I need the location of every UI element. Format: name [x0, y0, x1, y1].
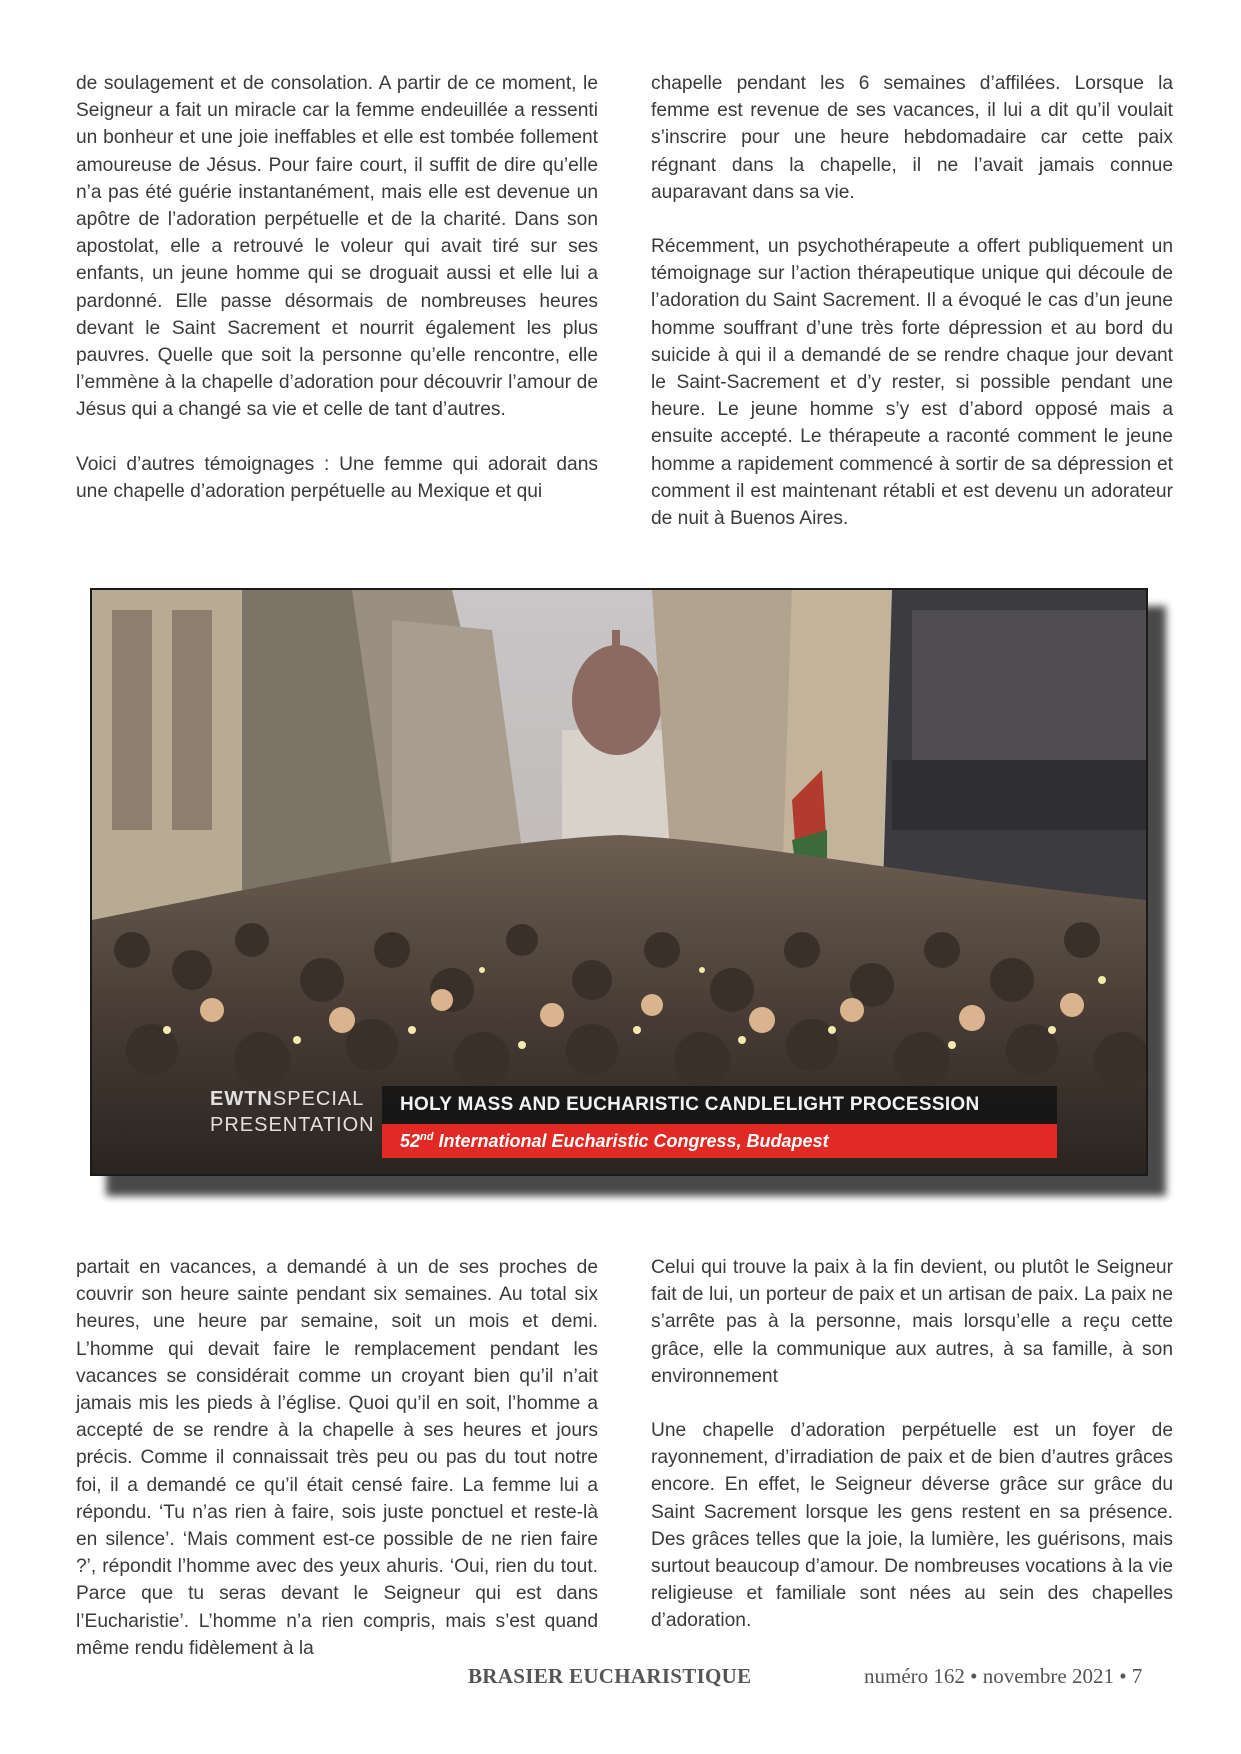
lower-third-banner — [382, 1086, 1057, 1162]
paragraph: Récemment, un psychothérapeute a offert publiquement un témoignage sur l’action thérapeutique unique qui découle de l’adoration du Saint Sacrement. Il a évoqué le cas d’un jeune homme souffrant d’une très forte dépression et au bord du suicide à qui il a demandé de se rendre chaque jour devant le Saint-Sacrement et d’y rester, si possible pendant une heure. Le jeune homme s’y est d’abord opposé mais a ensuite accepté. Le thérapeute a raconté comment le jeune homme a rapidement commencé à sortir de sa dépression et comment il est maintenant rétabli et est devenu un adorateur de nuit à Buenos Aires. — [651, 236, 1173, 530]
banner-subtitle-number: 52 — [400, 1131, 421, 1151]
paragraph: de soulagement et de consolation. A partir de ce moment, le Seigneur a fait un miracle car la femme endeuillée a ressenti un bonheur et une joie ineffables et elle est tombée follement amoureuse de Jésus. Pour faire court, il suffit de dire qu’elle n’a pas été guérie instantanément, mais elle est devenue un apôtre de l’adoration perpétuelle et de la charité. Dans son apostolat, elle a retrouvé le voleur qui avait tiré sur ses enfants, un jeune homme qui se droguait aussi et elle lui a pardonné. Elle passe désormais de nombreuses heures devant le Saint Sacrement et nourrit également les plus pauvres. Quelle que soit la personne qu’elle rencontre, elle l’emmène à la chapelle d’adoration pour découvrir l’amour de Jésus qui a changé sa vie et celle de tant d’autres. — [76, 73, 598, 421]
banner-subtitle-text: International Eucharistic Congress, Budapest — [433, 1131, 829, 1151]
article-column-3 — [76, 1254, 598, 1662]
paragraph: chapelle pendant les 6 semaines d’affilées. Lorsque la femme est revenue de ses vacances, il lui a dit qu’il voulait s’inscrire pour une heure hebdomadaire car cette paix régnant dans la chapelle, il ne l’avait jamais connue auparavant dans sa vie. — [651, 73, 1173, 203]
banner-title: HOLY MASS AND EUCHARISTIC CANDLELIGHT PROCESSION — [382, 1086, 1057, 1124]
paragraph: partait en vacances, a demandé à un de ses proches de couvrir son heure sainte pendant six semaines. Au total six heures, une heure par semaine, soit un mois et demi. L’homme qui devait faire le remplacement pendant les vacances se considérait comme un croyant bien qu’il n’ait jamais mis les pieds à l’église. Quoi qu’il en soit, l’homme a accepté de se rendre à la chapelle à ses heures et jours précis. Comme il connaissait très peu ou pas du tout notre foi, il a demandé ce qu’il était censé faire. La femme lui a répondu. ‘Tu n’as rien à faire, sois juste ponctuel et reste-là en silence’. ‘Mais comment est-ce possible de ne rien faire ?’, répondit l’homme avec des yeux ahuris. ‘Oui, rien du tout. Parce que tu seras devant le Seigneur qui est dans l’Eucharistie’. L’homme n’a rien compris, mais s’est quand même rendu fidèlement à la — [76, 1257, 598, 1659]
issue-and-page-number: numéro 162 • novembre 2021 • 7 — [864, 1664, 1143, 1688]
article-column-2 — [651, 70, 1173, 532]
article-column-4 — [651, 1254, 1173, 1635]
procession-photo — [90, 588, 1148, 1176]
ewtn-logo — [210, 1086, 380, 1162]
paragraph: Celui qui trouve la paix à la fin devient, ou plutôt le Seigneur fait de lui, un porteur de paix et un artisan de paix. La paix ne s’arrête pas à la personne, mais lorsqu’elle a reçu cette grâce, elle la communique aux autres, à sa famille, à son environnement — [651, 1257, 1173, 1387]
logo-special: SPECIAL — [272, 1088, 365, 1110]
page-footer — [0, 1664, 1241, 1694]
logo-brand: EWTN — [210, 1088, 273, 1110]
paragraph: Une chapelle d’adoration perpétuelle est un foyer de rayonnement, d’irradiation de paix et de bien d’autres grâces encore. En effet, le Seigneur déverse grâce sur grâce du Saint Sacrement lorsque les gens restent en sa présence. Des grâces telles que la joie, la lumière, les guérisons, mais surtout beaucoup d’amour. De nombreuses vocations à la vie religieuse et familiale sont nées au sein des chapelles d’adoration. — [651, 1420, 1173, 1632]
banner-subtitle — [382, 1124, 1057, 1158]
article-column-1 — [76, 70, 598, 505]
magazine-title: BRASIER EUCHARISTIQUE — [468, 1664, 752, 1688]
banner-subtitle-ordinal: nd — [420, 1131, 434, 1143]
paragraph: Voici d’autres témoignages : Une femme qui adorait dans une chapelle d’adoration perpétuelle au Mexique et qui — [76, 453, 598, 502]
logo-presentation: PRESENTATION — [210, 1114, 375, 1136]
